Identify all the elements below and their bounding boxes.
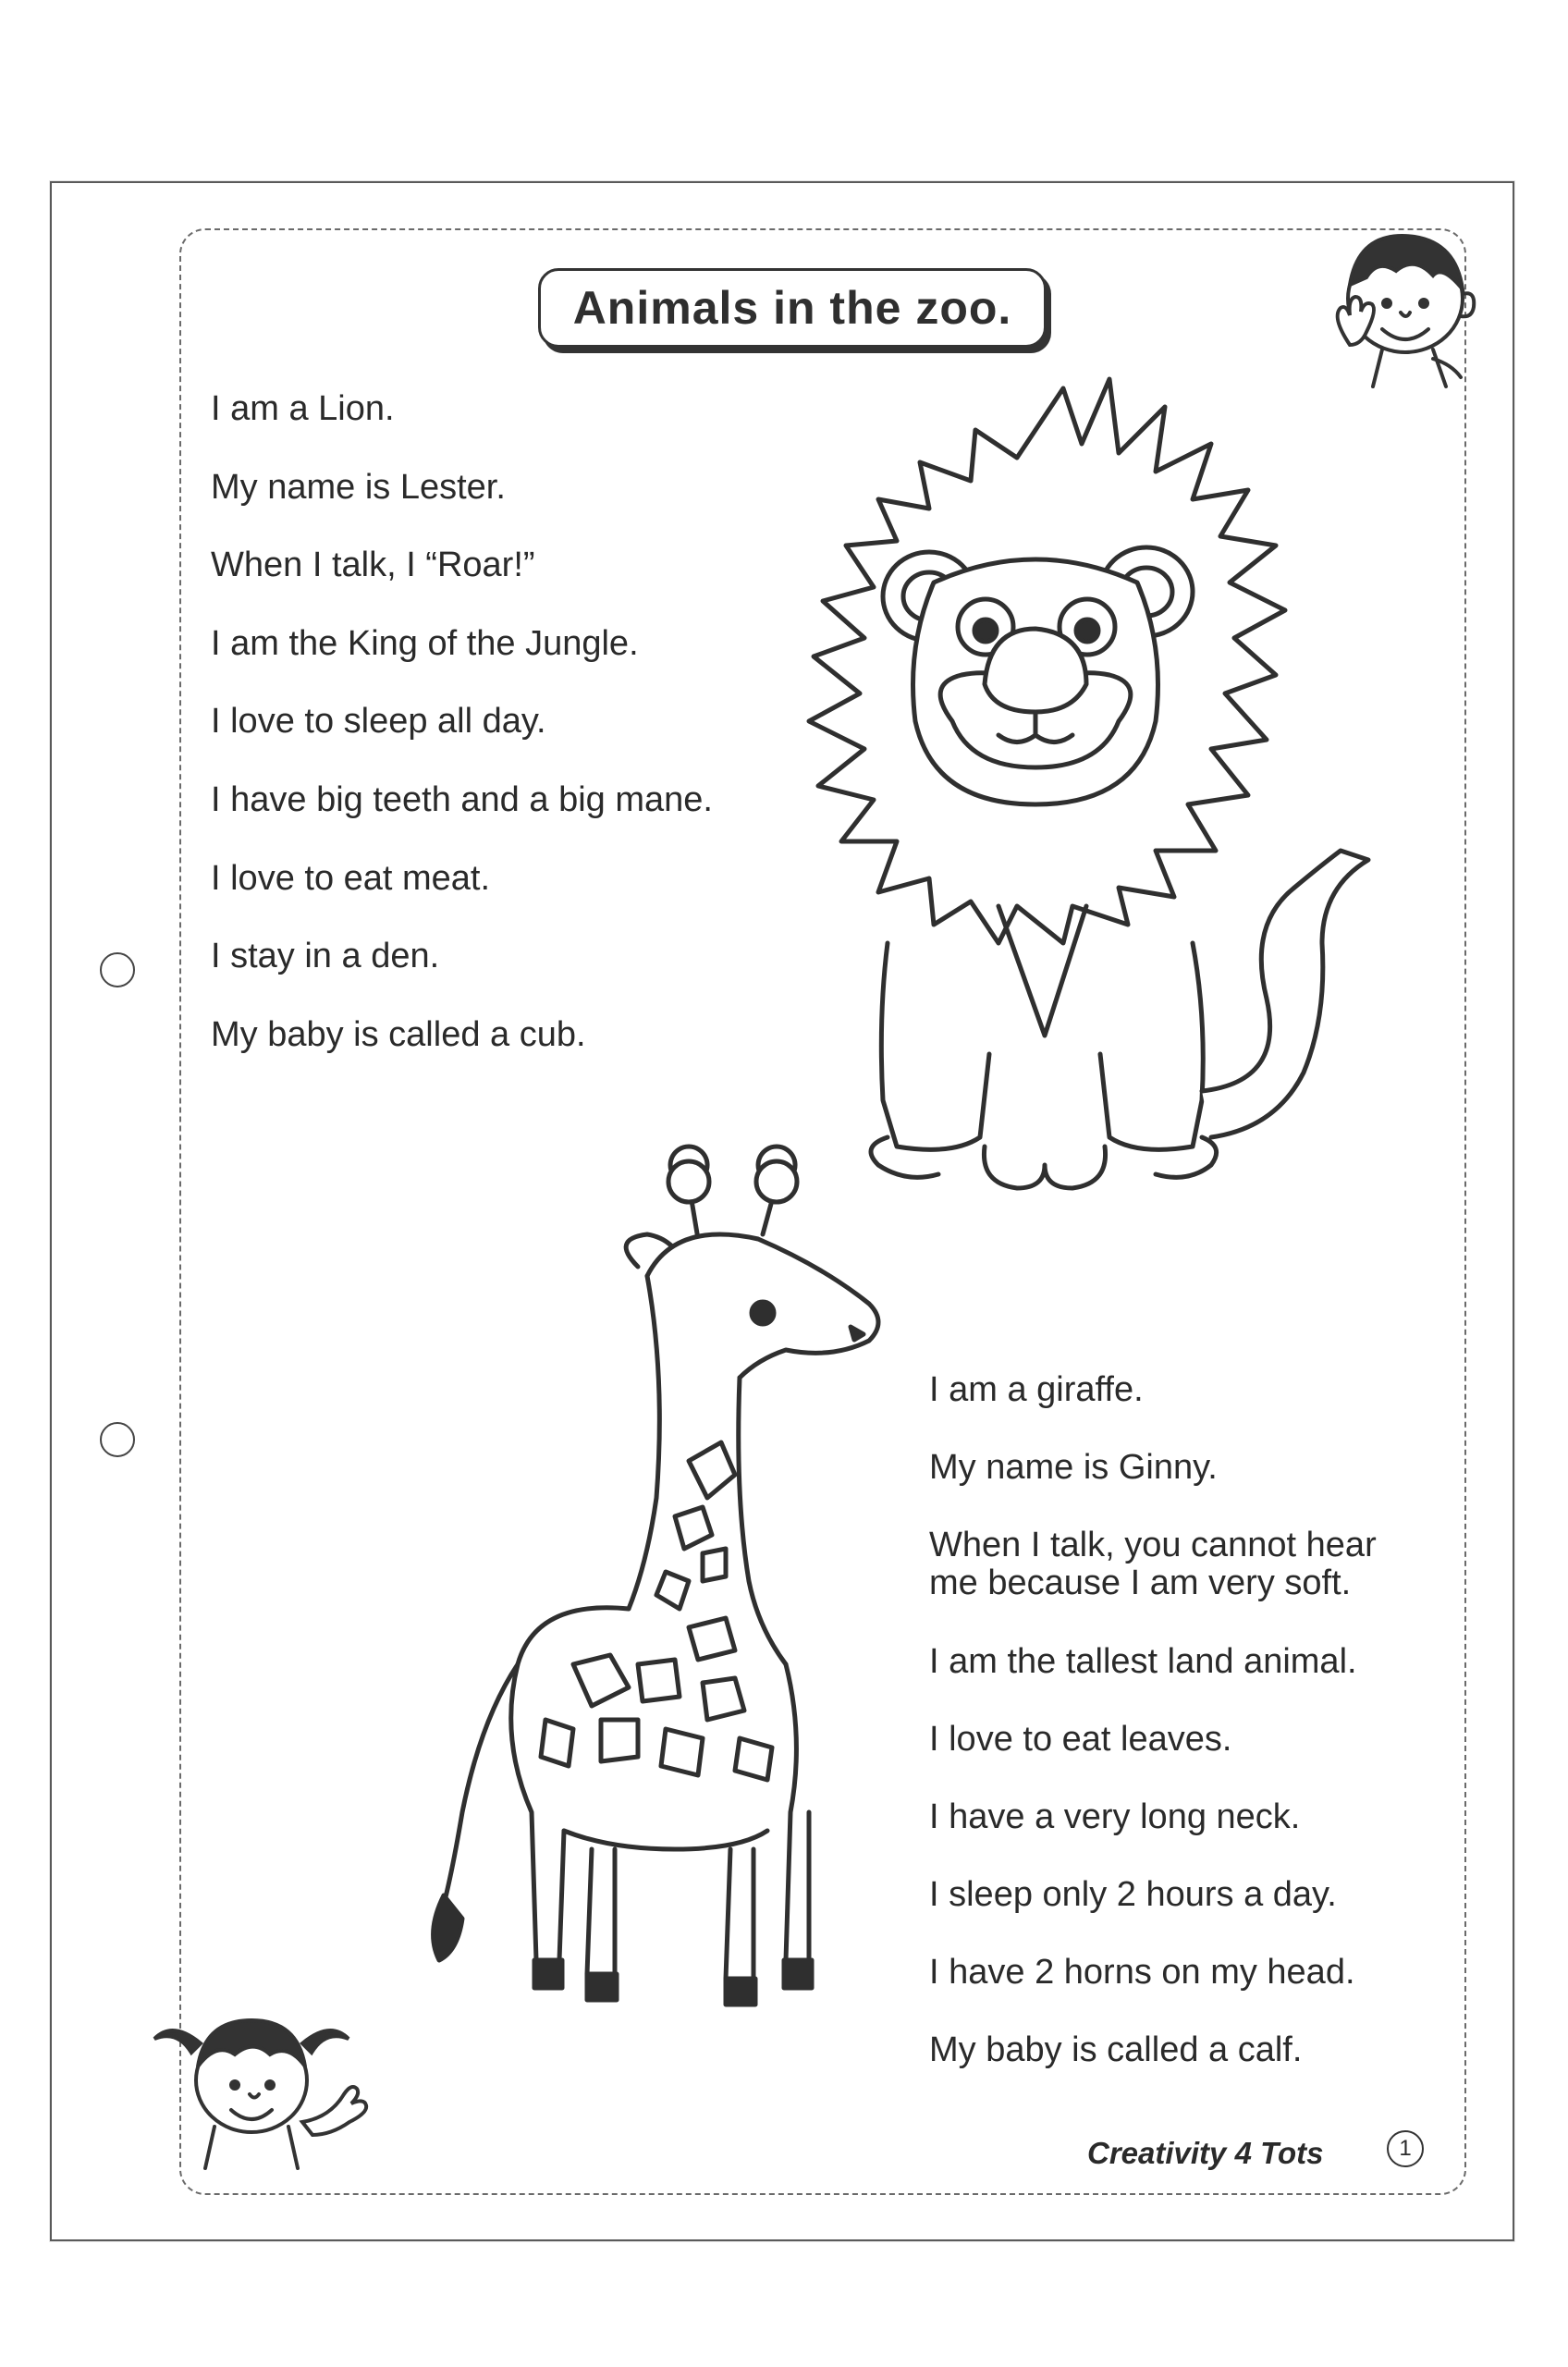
lion-line: I love to sleep all day.	[211, 702, 546, 741]
giraffe-line: My name is Ginny.	[929, 1448, 1218, 1487]
lion-line: I have big teeth and a big mane.	[211, 780, 713, 819]
lion-line: I love to eat meat.	[211, 859, 491, 898]
giraffe-illustration	[370, 1147, 943, 2127]
giraffe-line: I am the tallest land animal.	[929, 1642, 1357, 1681]
giraffe-line: I sleep only 2 hours a day.	[929, 1875, 1337, 1914]
giraffe-line: My baby is called a calf.	[929, 2030, 1303, 2069]
giraffe-line: I am a giraffe.	[929, 1370, 1144, 1409]
page-number: 1	[1387, 2130, 1424, 2167]
giraffe-line: When I talk, you cannot hear	[929, 1526, 1377, 1564]
brand-logo: Creativity 4 Tots	[1087, 2136, 1324, 2170]
title-box	[538, 268, 1047, 348]
lion-line: My baby is called a cub.	[211, 1015, 586, 1054]
giraffe-line: I have 2 horns on my head.	[929, 1953, 1355, 1992]
punch-hole-top	[100, 952, 135, 987]
giraffe-line: I love to eat leaves.	[929, 1720, 1232, 1759]
page-title: Animals in the zoo.	[572, 282, 1012, 334]
giraffe-line: me because I am very soft.	[929, 1564, 1352, 1602]
lion-line: I am a Lion.	[211, 389, 395, 428]
punch-hole-bottom	[100, 1422, 135, 1457]
giraffe-line: I have a very long neck.	[929, 1797, 1301, 1836]
lion-line: I stay in a den.	[211, 937, 440, 975]
lion-line: My name is Lester.	[211, 468, 506, 507]
girl-waving-icon	[150, 1988, 372, 2173]
lion-illustration	[767, 370, 1470, 1220]
lion-line: When I talk, I “Roar!”	[211, 546, 535, 584]
lion-line: I am the King of the Jungle.	[211, 624, 639, 663]
